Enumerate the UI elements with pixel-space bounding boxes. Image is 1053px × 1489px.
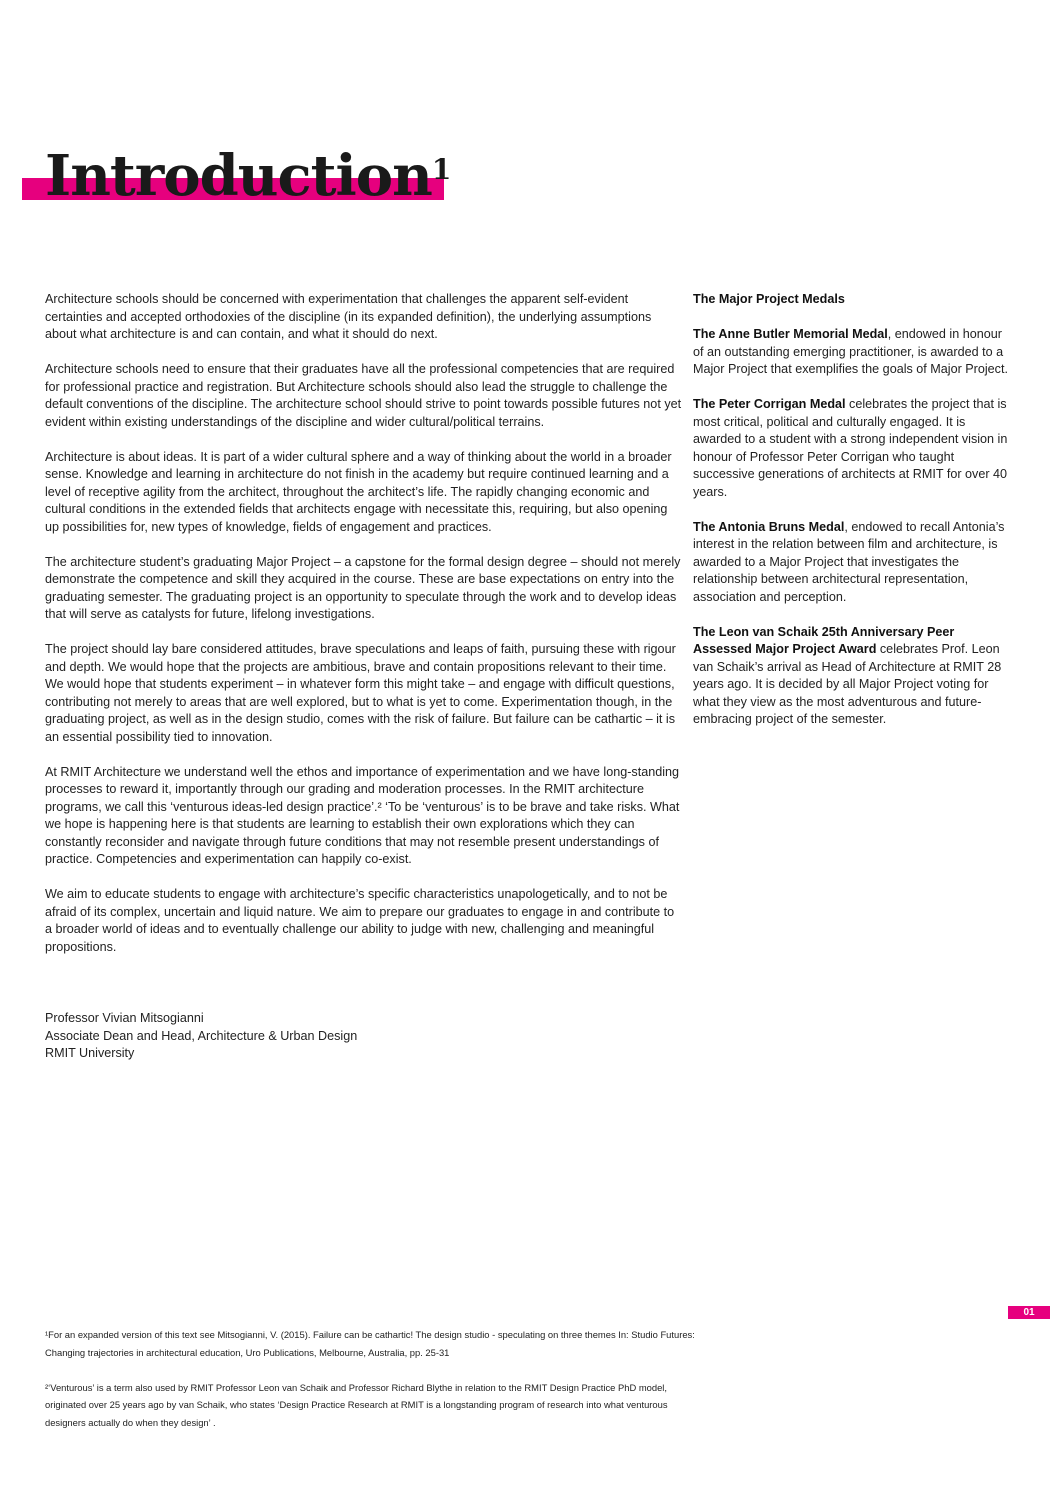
page-title [45,136,450,216]
medal-description: celebrates Prof. Leon van Schaik’s arrival as Head of Architecture at RMIT 28 years ago. It is decided by all Major Project voting for what they view as the most adventurous and future-embracing project of the semester. [693,642,1002,726]
medal-item [693,519,1011,607]
body-paragraph: We aim to educate students to engage with architecture’s specific characteristics unapologetically, and to not be afraid of its complex, uncertain and liquid nature. We aim to prepare our graduates to engage in and contribute to a broader world of ideas and to eventually challenge our ability to judge with new, challenging and meaningful propositions. [45,887,675,954]
medal-item [693,326,1011,379]
medal-name: The Antonia Bruns Medal [693,519,845,534]
medals-sidebar [693,291,1011,746]
medal-description: , endowed in honour of an outstanding emerging practitioner, is awarded to a Major Project that exemplifies the goals of Major Project. [693,327,1008,376]
body-paragraph: The architecture student’s graduating Major Project – a capstone for the formal design degree – should not merely demonstrate the competence and skill they acquired in the course. These are base expectations on entry into the graduating semester. The graduating project is an opportunity to speculate through the work and to develop ideas that will serve as catalysts for future, lifelong investigations. [45,554,681,621]
medal-item [693,624,1011,729]
medal-name: The Peter Corrigan Medal [693,397,846,411]
medal-description: celebrates the project that is most critical, political and culturally engaged. It is awarded to a student with a strong independent vision in honour of Professor Peter Corrigan who taught successive generations of architects at RMIT for over 40 years. [693,397,1008,499]
medal-name: The Anne Butler Memorial Medal [693,327,888,341]
title-footnote-ref: 1 [431,153,451,186]
footnote: ²‘Venturous’ is a term also used by RMIT Professor Leon van Schaik and Professor Richard Blythe in relation to the RMIT Design Practice PhD model, originated over 25 years ago by van Schaik, who states ‘Design Practice Research at RMIT is a longstanding program of research into what venturous designers actually do when they design’ . [45,1381,668,1428]
signature-role: Associate Dean and Head, Architecture & Urban Design [45,1028,358,1043]
body-paragraph: Architecture schools should be concerned with experimentation that challenges the apparent self-evident certainties and accepted orthodoxies of the discipline (in its expanded definition), the underlying assumptions about what architecture is and can contain, and what it should do next. [45,292,652,341]
medal-description: , endowed to recall Antonia’s interest in the relation between film and architecture, is awarded to a Major Project that investigates the relationship between architectural representation, association and perception. [693,519,1005,604]
page-number: 01 [1008,1306,1050,1319]
signature-name: Professor Vivian Mitsogianni [45,1011,204,1025]
medal-name: The Leon van Schaik 25th Anniversary Peer Assessed Major Project Award [693,624,955,656]
signature-institution: RMIT University [45,1046,135,1060]
body-paragraph: Architecture is about ideas. It is part of a wider cultural sphere and a way of thinking about the world in a broader sense. Knowledge and learning in architecture do not finish in the academy but require continued learning and a level of receptive agility from the architect, throughout the architect’s life. The rapidly changing economic and cultural conditions in the extended fields that architects engage with necessitate this, requiring, but also opening up possibilities for, new types of knowledge, fields of engagement and practices. [45,449,672,534]
title-text: Introduction [45,143,432,209]
body-paragraph: At RMIT Architecture we understand well the ethos and importance of experimentation and we have long-standing processes to reward it, importantly through our grading and moderation processes. In the RMIT architecture programs, we call this ‘venturous ideas-led design practice’.² ‘To be ‘venturous’ is to be brave and take risks. What we hope is happening here is that students are learning to establish their own explorations which they can constantly reconsider and navigate through future conditions that may not resemble present understandings of practice. Competencies and experimentation can happily co-exist. [45,764,680,866]
sidebar-heading: The Major Project Medals [693,292,845,306]
body-paragraph: Architecture schools need to ensure that their graduates have all the professional competencies that are required for professional practice and registration. But Architecture schools should also lead the struggle to challenge the default conventions of the discipline. The architecture school should strive to point towards possible futures not yet evident within existing understandings of the discipline and wider cultural/political terrains. [45,362,682,429]
body-paragraph: The project should lay bare considered attitudes, brave speculations and leaps of faith, pursuing these with rigour and depth. We would hope that the projects are ambitious, brave and contain propositions relevant to their time. We would hope that students experiment – in whatever form this might take – and engage with difficult questions, contributing not merely to areas that are well explored, but to what is yet to come. Experimentation though, in the graduating project, as well as in the design studio, comes with the risk of failure. But failure can be cathartic – it is an essential possibility tied to innovation. [45,642,676,744]
main-body [45,291,683,974]
medal-item [693,396,1011,501]
footnotes [45,1326,705,1449]
signature-block [45,1010,357,1063]
footnote: ¹For an expanded version of this text see Mitsogianni, V. (2015). Failure can be cathartic! The design studio - speculating on three themes In: Studio Futures: Changing trajectories in architectural education, Uro Publications, Melbourne, Australia, pp. 25-31 [45,1329,695,1358]
